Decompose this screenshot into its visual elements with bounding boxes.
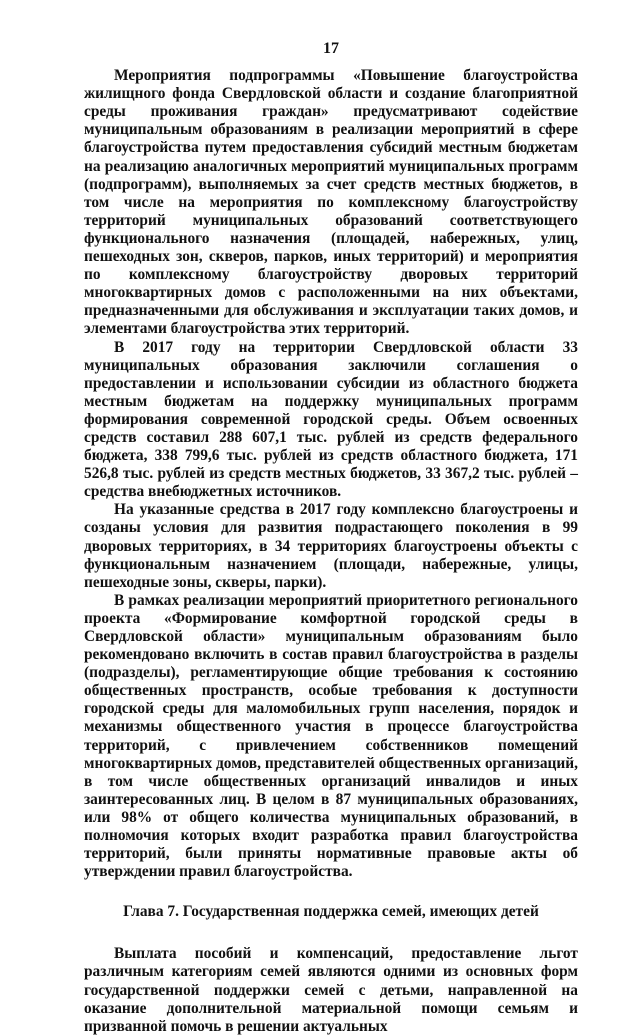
paragraph-subprogram: Мероприятия подпрограммы «Повышение благоустройства жилищного фонда Свердловской области и создание благоприятной среды проживания граждан» предусматривают содействие муниципальным образованиям в реализации мероприятий в сфере благоустройства путем предоставления субсидий местным бюджетам на реализацию аналогичных мероприятий муниципальных программ (подпрограмм), выполняемых за счет средств местных бюджетов, в том числе на мероприятия по комплексному благоустройству территорий муниципальных образований соответствующего функционального назначения (площадей, набережных, улиц, пешеходных зон, скверов, парков, иных территорий) и мероприятия по комплексному благоустройству дворовых территорий многоквартирных домов с расположенными на них объектами, предназначенными для обслуживания и эксплуатации таких домов, и элементами благоустройства этих территорий. xyxy=(84,67,578,338)
paragraph-improved-territories: На указанные средства в 2017 году комплексно благоустроены и созданы условия для развития подрастающего поколения в 99 дворовых территориях, в 34 территориях благоустроены объекты с функциональным назначением (площади, набережные, улицы, пешеходные зоны, скверы, парки). xyxy=(84,501,578,591)
paragraph-2017-funding: В 2017 году на территории Свердловской области 33 муниципальных образования заключили соглашения о предоставлении и использовании субсидии из областного бюджета местным бюджетам на поддержку муниципальных программ формирования современной городской среды. Объем освоенных средств составил 288 607,1 тыс. рублей из средств федерального бюджета, 338 799,6 тыс. рублей из средств областного бюджета, 171 526,8 тыс. рублей из средств местных бюджетов, 33 367,2 тыс. рублей – средства внебюджетных источников. xyxy=(84,338,578,501)
paragraph-family-support: Выплата пособий и компенсаций, предоставление льгот различным категориям семей являются одними из основных форм государственной поддержки семей с детьми, направленной на оказание дополнительной материальной помощи семьям и призванной помочь в решении актуальных xyxy=(84,945,578,1035)
page-number: 17 xyxy=(323,40,339,57)
chapter-heading: Глава 7. Государственная поддержка семей, имеющих детей xyxy=(123,903,539,921)
paragraph-regional-project: В рамках реализации мероприятий приоритетного регионального проекта «Формирование комфортной городской среды в Свердловской области» муниципальным образованиям было рекомендовано включить в состав правил благоустройства в разделы (подразделы), регламентирующие общие требования к состоянию общественных пространств, особые требования к доступности городской среды для маломобильных групп населения, порядок и механизмы общественного участия в процессе благоустройства территорий, с привлечением собственников помещений многоквартирных домов, представителей общественных организаций, в том числе общественных организаций инвалидов и иных заинтересованных лиц. В целом в 87 муниципальных образованиях, или 98% от общего количества муниципальных образований, в полномочия которых входит разработка правил благоустройства территорий, были приняты нормативные правовые акты об утверждении правил благоустройства. xyxy=(84,591,578,881)
document-page xyxy=(84,40,578,1036)
